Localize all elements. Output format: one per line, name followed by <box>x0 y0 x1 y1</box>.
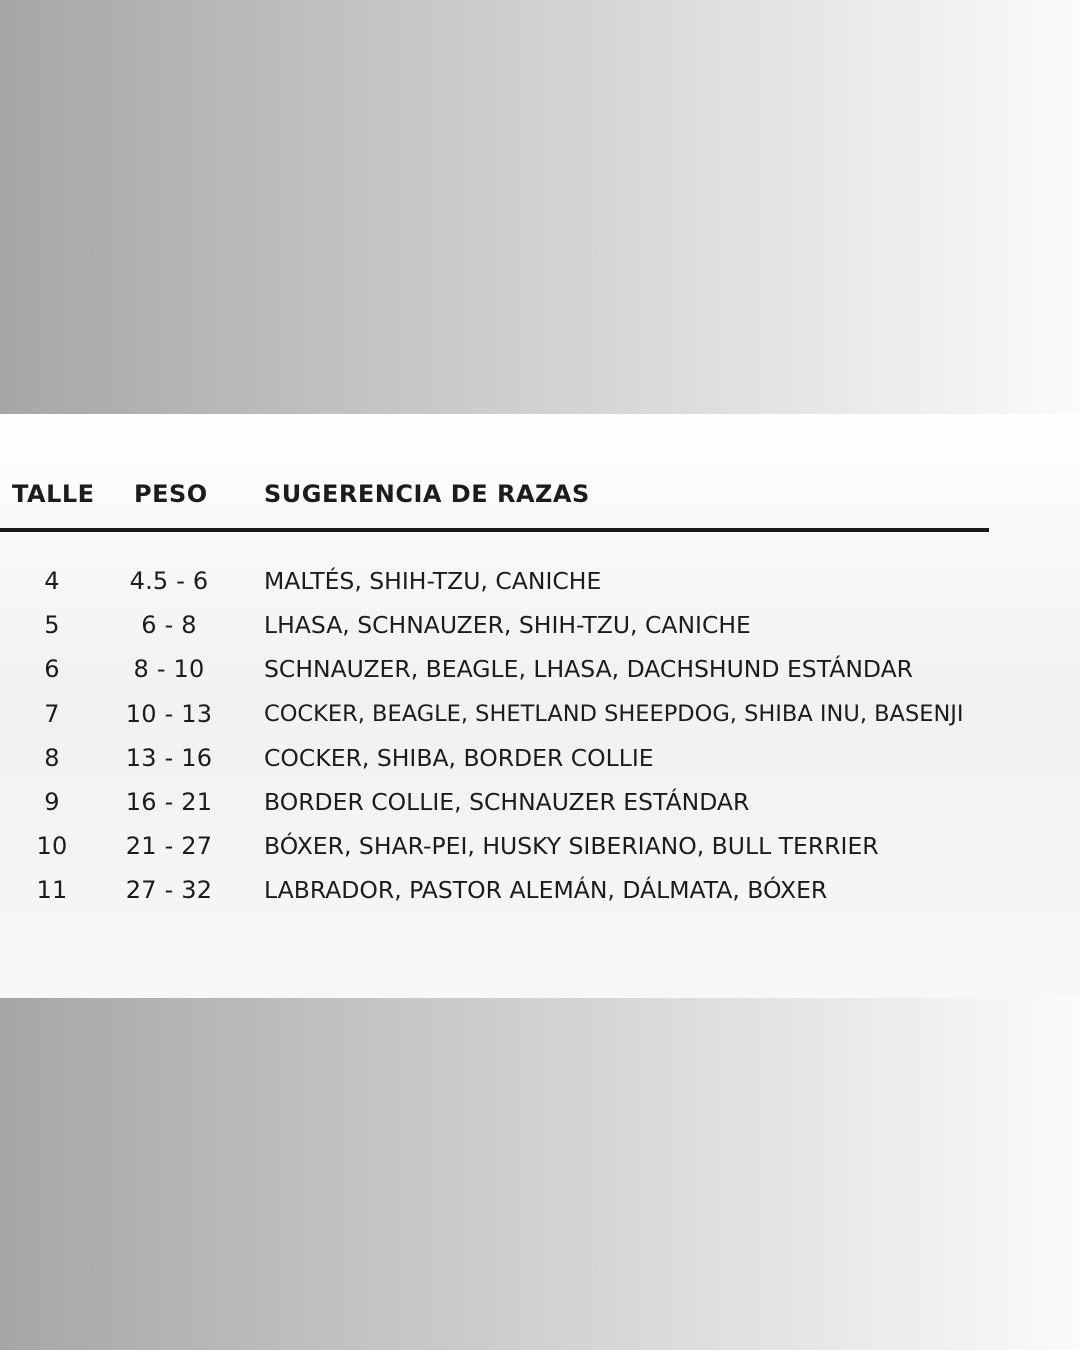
table-header <box>0 480 1080 520</box>
cell-razas: COCKER, BEAGLE, SHETLAND SHEEPDOG, SHIBA INU, BASENJI <box>264 700 964 727</box>
header-divider <box>0 528 989 532</box>
header-talle: TALLE <box>12 480 95 508</box>
header-peso: PESO <box>134 480 208 508</box>
cell-talle: 8 <box>44 743 60 772</box>
cell-talle: 4 <box>44 567 60 595</box>
table-row <box>0 564 1080 608</box>
cell-razas: LHASA, SCHNAUZER, SHIH-TZU, CANICHE <box>264 611 751 640</box>
table-row <box>0 697 1080 741</box>
cell-talle: 11 <box>36 876 68 905</box>
cell-talle: 9 <box>44 787 60 816</box>
cell-razas: BÓXER, SHAR-PEI, HUSKY SIBERIANO, BULL TERRIER <box>264 832 879 861</box>
table-row <box>0 829 1080 873</box>
table-row <box>0 785 1080 829</box>
table-row <box>0 608 1080 652</box>
cell-peso: 13 - 16 <box>125 743 213 772</box>
cell-peso: 6 - 8 <box>141 611 197 640</box>
cell-razas: SCHNAUZER, BEAGLE, LHASA, DACHSHUND ESTÁNDAR <box>264 655 913 684</box>
cell-peso: 4.5 - 6 <box>129 567 209 595</box>
cell-talle: 6 <box>44 655 60 684</box>
cell-talle: 7 <box>44 699 60 728</box>
cell-razas: MALTÉS, SHIH-TZU, CANICHE <box>264 567 602 595</box>
cell-razas: BORDER COLLIE, SCHNAUZER ESTÁNDAR <box>264 787 750 816</box>
cell-peso: 21 - 27 <box>125 832 213 861</box>
cell-talle: 10 <box>36 832 68 861</box>
cell-peso: 10 - 13 <box>125 699 213 728</box>
cell-talle: 5 <box>44 611 60 640</box>
cell-peso: 27 - 32 <box>125 876 213 905</box>
table-row <box>0 873 1080 917</box>
table-row <box>0 652 1080 696</box>
header-razas: SUGERENCIA DE RAZAS <box>264 480 590 508</box>
cell-peso: 8 - 10 <box>133 655 205 684</box>
table-row <box>0 741 1080 785</box>
cell-peso: 16 - 21 <box>125 787 213 816</box>
cell-razas: LABRADOR, PASTOR ALEMÁN, DÁLMATA, BÓXER <box>264 876 828 905</box>
size-table-panel <box>0 414 1080 998</box>
cell-razas: COCKER, SHIBA, BORDER COLLIE <box>264 743 654 772</box>
table-body <box>0 564 1080 918</box>
